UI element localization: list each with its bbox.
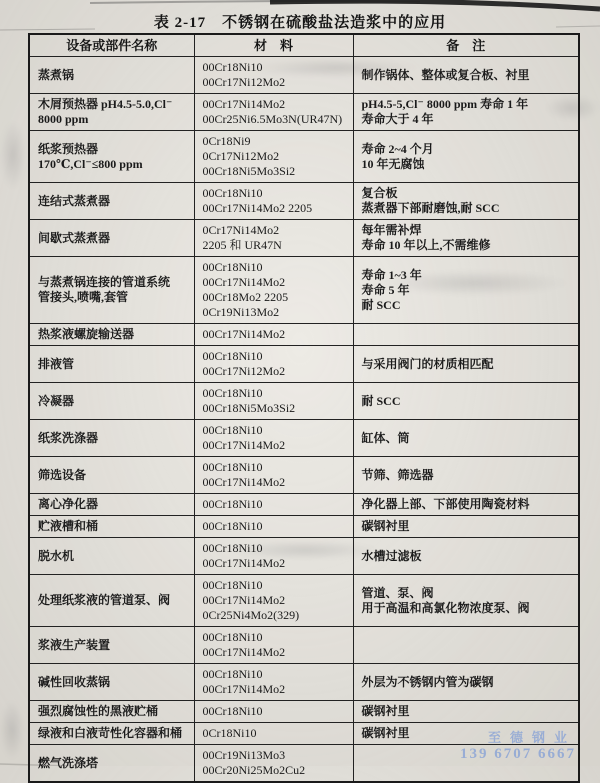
remarks-cell-line: 水槽过滤板 (361, 548, 422, 563)
remarks-cell (353, 516, 579, 538)
material-cell-line: 00Cr18Ni10 (202, 704, 263, 718)
material-cell-line: 0Cr19Ni13Mo2 (202, 305, 280, 319)
material-cell (194, 57, 353, 94)
material-cell-line: 00Cr17Ni12Mo2 (202, 364, 286, 378)
material-cell-line: 00Cr25Ni6.5Mo3N(UR47N) (202, 112, 343, 126)
header-remarks: 备 注 (353, 34, 579, 57)
material-cell-line: 0Cr25Ni4Mo2(329) (202, 608, 300, 622)
material-cell (194, 627, 353, 664)
material-cell-line: 00Cr17Ni14Mo2 2205 (202, 201, 313, 215)
table-row (29, 745, 579, 783)
equipment-name-cell-line: 碱性回收蒸锅 (38, 674, 111, 689)
remarks-cell (353, 745, 579, 783)
equipment-name-cell-line: 热浆液螺旋输送器 (38, 327, 135, 341)
header-equipment-name: 设备或部件名称 (29, 34, 194, 57)
material-cell-line: 00Cr17Ni14Mo2 (202, 645, 286, 659)
material-cell-line: 2205 和 UR47N (202, 238, 282, 252)
equipment-name-cell-line: 管接头,喷嘴,套管 (38, 290, 129, 304)
material-cell (194, 383, 353, 420)
equipment-name-cell (29, 457, 194, 494)
material-cell-line: 00Cr18Ni10 (202, 423, 263, 437)
equipment-name-cell-line: 冷凝器 (38, 393, 75, 408)
equipment-name-cell-line: 离心净化器 (38, 497, 99, 511)
equipment-name-cell (29, 57, 194, 94)
stainless-steel-application-table (28, 33, 580, 783)
equipment-name-cell-line: 8000 ppm (38, 112, 89, 126)
material-cell (194, 494, 353, 516)
equipment-name-cell (29, 664, 194, 701)
material-cell (194, 346, 353, 383)
material-cell-line: 00Cr17Ni14Mo2 (202, 97, 286, 111)
remarks-cell-line: 寿命 1~3 年 (361, 267, 422, 282)
material-cell-line: 0Cr18Ni9 (202, 134, 251, 148)
remarks-cell-line: 耐 SCC (361, 297, 401, 312)
material-cell-line: 00Cr17Ni12Mo2 (202, 75, 286, 89)
remarks-cell-line: 用于高温和高氯化物浓度泵、阀 (361, 600, 530, 615)
remarks-cell-line: 碳钢衬里 (361, 726, 410, 740)
remarks-cell-line: 蒸煮器下部耐磨蚀,耐 SCC (361, 201, 500, 215)
equipment-name-cell-line: 处理纸浆液的管道泵、阀 (38, 593, 171, 607)
remarks-cell (353, 94, 579, 131)
material-cell-line: 00Cr18Ni10 (202, 60, 263, 74)
remarks-cell-line: 10 年无腐蚀 (361, 156, 425, 171)
equipment-name-cell (29, 183, 194, 220)
material-cell-line: 00Cr18Ni5Mo3Si2 (202, 164, 296, 178)
equipment-name-cell (29, 575, 194, 627)
material-cell-line: 00Cr17Ni14Mo2 (202, 327, 286, 341)
table-row (29, 346, 579, 383)
equipment-name-cell (29, 701, 194, 723)
remarks-cell-line: 寿命 2~4 个月 (361, 141, 434, 156)
remarks-cell (353, 575, 579, 627)
equipment-name-cell (29, 220, 194, 257)
table-row (29, 420, 579, 457)
material-cell (194, 324, 353, 346)
material-cell-line: 00Cr18Ni10 (202, 541, 263, 555)
remarks-cell-line: 复合板 (361, 186, 398, 200)
material-cell (194, 183, 353, 220)
remarks-cell-line: 寿命 5 年 (361, 282, 410, 297)
remarks-cell-line: 净化器上部、下部使用陶瓷材料 (361, 497, 530, 511)
material-cell (194, 664, 353, 701)
equipment-name-cell (29, 324, 194, 346)
remarks-cell (353, 723, 579, 745)
material-cell (194, 516, 353, 538)
material-cell-line: 00Cr18Ni10 (202, 460, 263, 474)
equipment-name-cell (29, 420, 194, 457)
remarks-cell-line: 寿命大于 4 年 (361, 112, 434, 126)
equipment-name-cell-line: 纸浆洗涤器 (38, 430, 99, 445)
material-cell (194, 131, 353, 183)
equipment-name-cell (29, 745, 194, 783)
equipment-name-cell-line: 木屑预热器 pH4.5-5.0,Cl⁻ (38, 97, 173, 111)
equipment-name-cell-line: 强烈腐蚀性的黑液贮桶 (38, 704, 159, 718)
equipment-name-cell (29, 494, 194, 516)
remarks-cell-line: 缸体、筒 (361, 430, 410, 445)
table-row (29, 701, 579, 723)
table-row (29, 664, 579, 701)
material-cell-line: 00Cr18Ni10 (202, 349, 263, 363)
material-cell (194, 575, 353, 627)
material-cell (194, 723, 353, 745)
header-row (29, 34, 579, 57)
material-cell-line: 00Cr17Ni14Mo2 (202, 475, 286, 489)
remarks-cell-line: 制作锅体、整体或复合板、衬里 (361, 67, 530, 82)
material-cell-line: 00Cr18Ni10 (202, 667, 263, 681)
remarks-cell (353, 664, 579, 701)
equipment-name-cell (29, 257, 194, 324)
material-cell (194, 701, 353, 723)
table-row (29, 575, 579, 627)
remarks-cell (353, 257, 579, 324)
material-cell (194, 220, 353, 257)
remarks-cell (353, 627, 579, 664)
equipment-name-cell-line: 170℃,Cl⁻≤800 ppm (38, 156, 143, 171)
remarks-cell (353, 420, 579, 457)
table-row (29, 57, 579, 94)
material-cell (194, 745, 353, 783)
remarks-cell-line: 碳钢衬里 (361, 704, 410, 718)
table-row (29, 538, 579, 575)
watermark-company-name: 至德钢业 (487, 730, 576, 745)
remarks-cell-line: pH4.5-5,Cl⁻ 8000 ppm 寿命 1 年 (361, 97, 529, 111)
remarks-cell-line: 寿命 10 年以上,不需维修 (361, 238, 491, 252)
material-cell-line: 00Cr18Ni10 (202, 386, 263, 400)
material-cell-line: 0Cr18Ni10 (202, 726, 257, 740)
equipment-name-cell (29, 627, 194, 664)
table-title: 表 2-17 不锈钢在硫酸盐法造浆中的应用 (153, 15, 447, 31)
equipment-name-cell-line: 连结式蒸煮器 (38, 193, 111, 208)
material-cell-line: 00Cr17Ni14Mo2 (202, 593, 286, 607)
material-cell (194, 420, 353, 457)
equipment-name-cell-line: 排液管 (38, 356, 75, 371)
equipment-name-cell-line: 脱水机 (38, 548, 75, 563)
table-body (29, 57, 579, 783)
remarks-cell (353, 57, 579, 94)
remarks-cell-line: 每年需补焊 (361, 223, 422, 237)
material-cell-line: 00Cr20Ni25Mo2Cu2 (202, 763, 306, 777)
equipment-name-cell (29, 94, 194, 131)
table-row (29, 257, 579, 324)
table-row (29, 220, 579, 257)
equipment-name-cell (29, 516, 194, 538)
material-cell-line: 00Cr17Ni14Mo2 (202, 556, 286, 570)
equipment-name-cell-line: 间歇式蒸煮器 (38, 230, 111, 245)
table-row (29, 627, 579, 664)
remarks-cell-line: 管道、泵、阀 (361, 585, 434, 600)
remarks-cell-line: 节筛、筛选器 (361, 467, 434, 482)
equipment-name-cell (29, 538, 194, 575)
material-cell-line: 00Cr18Ni10 (202, 519, 263, 533)
table-row (29, 131, 579, 183)
remarks-cell (353, 457, 579, 494)
equipment-name-cell-line: 绿液和白液苛性化容器和桶 (38, 726, 183, 740)
equipment-name-cell-line: 与蒸煮锅连接的管道系统 (38, 275, 171, 289)
material-cell-line: 00Cr18Ni10 (202, 260, 263, 274)
material-cell (194, 457, 353, 494)
material-cell-line: 0Cr17Ni14Mo2 (202, 223, 280, 237)
remarks-cell-line: 外层为不锈钢内管为碳钢 (361, 674, 494, 689)
material-cell-line: 00Cr17Ni14Mo2 (202, 275, 286, 289)
material-cell (194, 538, 353, 575)
equipment-name-cell-line: 燃气洗涤塔 (38, 755, 99, 770)
table-row (29, 516, 579, 538)
remarks-cell (353, 324, 579, 346)
remarks-cell (353, 346, 579, 383)
material-cell-line: 00Cr18Ni10 (202, 497, 263, 511)
equipment-name-cell (29, 346, 194, 383)
equipment-name-cell-line: 浆液生产装置 (38, 637, 111, 652)
remarks-cell-line: 耐 SCC (361, 393, 401, 408)
remarks-cell (353, 383, 579, 420)
remarks-cell-line: 碳钢衬里 (361, 519, 410, 533)
table-row (29, 324, 579, 346)
material-cell-line: 00Cr18Mo2 2205 (202, 290, 289, 304)
watermark-phone-number: 139 6707 6667 (460, 746, 576, 762)
bleedthrough-smudge (0, 700, 24, 760)
table-row (29, 183, 579, 220)
equipment-name-cell-line: 蒸煮锅 (38, 67, 75, 82)
remarks-cell (353, 538, 579, 575)
remarks-cell (353, 701, 579, 723)
material-cell (194, 257, 353, 324)
remarks-cell (353, 220, 579, 257)
equipment-name-cell-line: 贮液槽和桶 (38, 519, 99, 533)
material-cell-line: 00Cr19Ni13Mo3 (202, 748, 286, 762)
equipment-name-cell-line: 纸浆预热器 (38, 141, 99, 156)
remarks-cell (353, 494, 579, 516)
table-row (29, 457, 579, 494)
table-header (29, 34, 579, 57)
bleedthrough-smudge (0, 120, 26, 190)
table-row (29, 383, 579, 420)
material-cell-line: 00Cr17Ni14Mo2 (202, 682, 286, 696)
material-cell-line: 0Cr17Ni12Mo2 (202, 149, 280, 163)
material-cell (194, 94, 353, 131)
material-cell-line: 00Cr17Ni14Mo2 (202, 438, 286, 452)
header-material: 材 料 (194, 34, 353, 57)
equipment-name-cell (29, 131, 194, 183)
material-cell-line: 00Cr18Ni10 (202, 578, 263, 592)
remarks-cell (353, 183, 579, 220)
table-row (29, 723, 579, 745)
equipment-name-cell-line: 筛选设备 (38, 467, 87, 482)
equipment-name-cell (29, 383, 194, 420)
equipment-name-cell (29, 723, 194, 745)
table-row (29, 94, 579, 131)
table-row (29, 494, 579, 516)
material-cell-line: 00Cr18Ni10 (202, 186, 263, 200)
material-cell-line: 00Cr18Ni10 (202, 630, 263, 644)
remarks-cell (353, 131, 579, 183)
remarks-cell-line: 与采用阀门的材质相匹配 (361, 356, 494, 371)
material-cell-line: 00Cr18Ni5Mo3Si2 (202, 401, 296, 415)
